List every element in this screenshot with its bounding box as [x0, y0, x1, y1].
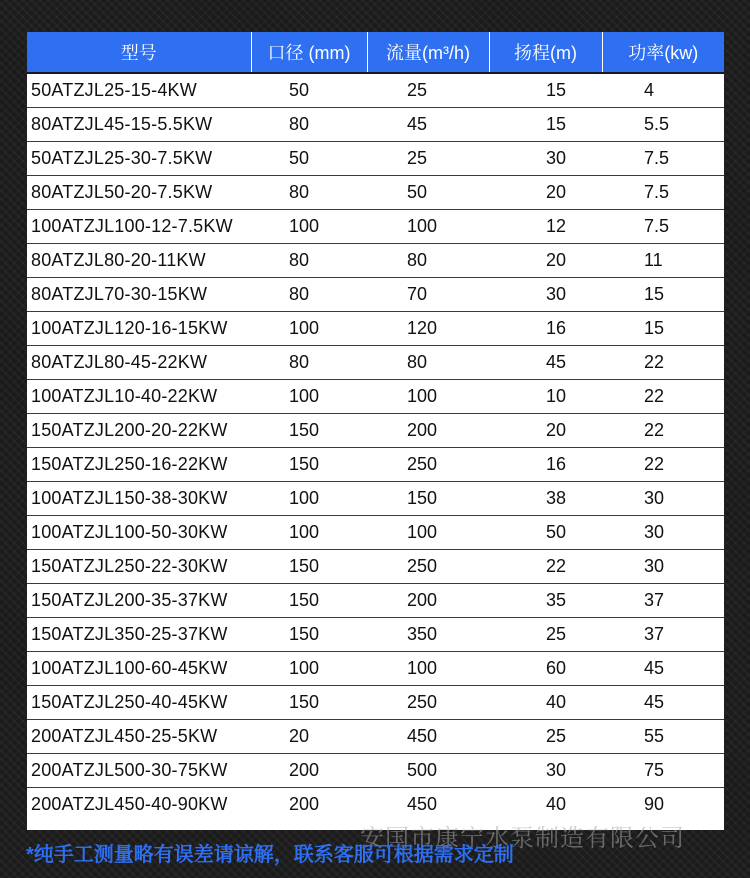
cell-model: 200ATZJL500-30-75KW	[27, 754, 251, 788]
cell-head: 15	[489, 108, 602, 142]
pump-spec-table	[27, 32, 724, 821]
footnote: *纯手工测量略有误差请谅解，联系客服可根据需求定制	[26, 844, 514, 866]
cell-flow: 150	[367, 482, 489, 516]
cell-head: 40	[546, 794, 567, 814]
cell-model: 150ATZJL250-40-45KW	[27, 686, 251, 720]
cell-diameter: 200	[289, 794, 320, 814]
table-row	[27, 720, 724, 754]
cell-head: 15	[489, 73, 602, 108]
cell-model: 200ATZJL450-25-5KW	[27, 720, 251, 754]
cell-flow: 250	[367, 448, 489, 482]
cell-flow: 450	[407, 794, 438, 814]
cell-power: 22	[602, 448, 724, 482]
cell-power: 22	[602, 346, 724, 380]
header-row	[27, 32, 724, 73]
cell-diameter: 150	[251, 686, 367, 720]
cell-flow: 200	[367, 584, 489, 618]
table-row	[27, 380, 724, 414]
cell-flow: 25	[367, 73, 489, 108]
cell-power: 75	[602, 754, 724, 788]
cell-power: 45	[602, 686, 724, 720]
cell-diameter: 20	[251, 720, 367, 754]
cell-model: 150ATZJL350-25-37KW	[27, 618, 251, 652]
cell-power: 5.5	[602, 108, 724, 142]
cell-power: 30	[602, 550, 724, 584]
cell-power: 30	[602, 482, 724, 516]
cell-head: 16	[489, 448, 602, 482]
table-row	[27, 516, 724, 550]
cell-power: 7.5	[602, 142, 724, 176]
table-row	[27, 176, 724, 210]
table-row	[27, 278, 724, 312]
table-row	[27, 584, 724, 618]
cell-head: 25	[489, 720, 602, 754]
cell-diameter: 50	[251, 73, 367, 108]
cell-model: 100ATZJL100-50-30KW	[27, 516, 251, 550]
cell-flow: 200	[367, 414, 489, 448]
cell-power: 45	[602, 652, 724, 686]
cell-power: 22	[602, 380, 724, 414]
header-model: 型号	[27, 32, 251, 73]
cell-power: 22	[602, 414, 724, 448]
cell-power: 30	[602, 516, 724, 550]
cell-diameter: 80	[251, 346, 367, 380]
cell-diameter: 80	[251, 244, 367, 278]
cell-head: 35	[489, 584, 602, 618]
cell-head: 50	[489, 516, 602, 550]
table-row	[27, 414, 724, 448]
cell-model: 200ATZJL450-40-90KW	[31, 794, 228, 814]
cell-flow: 100	[367, 652, 489, 686]
cell-flow: 450	[367, 720, 489, 754]
cell-diameter: 100	[251, 652, 367, 686]
cell-power: 37	[602, 584, 724, 618]
cell-diameter: 150	[251, 584, 367, 618]
table-row	[27, 108, 724, 142]
table-row	[27, 686, 724, 720]
cell-head: 16	[489, 312, 602, 346]
cell-diameter: 100	[251, 516, 367, 550]
cell-model: 100ATZJL120-16-15KW	[27, 312, 251, 346]
table-row	[27, 788, 724, 822]
cell-head: 20	[489, 176, 602, 210]
cell-head: 20	[489, 414, 602, 448]
cell-flow: 80	[367, 244, 489, 278]
cell-model: 150ATZJL200-35-37KW	[27, 584, 251, 618]
cell-model: 50ATZJL25-30-7.5KW	[27, 142, 251, 176]
header-diameter: 口径 (mm)	[251, 32, 367, 73]
cell-head: 12	[489, 210, 602, 244]
table-header	[27, 32, 724, 73]
cell-power: 90	[644, 794, 665, 814]
cell-power: 37	[602, 618, 724, 652]
table-body	[27, 73, 724, 821]
cell-diameter: 200	[251, 754, 367, 788]
cell-head: 22	[489, 550, 602, 584]
cell-diameter: 50	[251, 142, 367, 176]
cell-power: 7.5	[602, 210, 724, 244]
cell-diameter: 80	[251, 176, 367, 210]
cell-head: 25	[489, 618, 602, 652]
table-row	[27, 550, 724, 584]
cell-model: 100ATZJL10-40-22KW	[27, 380, 251, 414]
cell-power: 55	[602, 720, 724, 754]
table-row	[27, 73, 724, 108]
cell-head: 40	[489, 686, 602, 720]
cell-flow: 25	[367, 142, 489, 176]
spec-table-container	[27, 32, 724, 830]
table-row	[27, 210, 724, 244]
cell-power: 4	[602, 73, 724, 108]
cell-model: 50ATZJL25-15-4KW	[27, 73, 251, 108]
cell-diameter: 100	[251, 210, 367, 244]
cell-head: 30	[489, 754, 602, 788]
table-row	[27, 754, 724, 788]
cell-flow: 350	[367, 618, 489, 652]
cell-head: 10	[489, 380, 602, 414]
cell-power: 15	[602, 312, 724, 346]
cell-model: 150ATZJL250-22-30KW	[27, 550, 251, 584]
header-flow: 流量(m³/h)	[367, 32, 489, 73]
table-row	[27, 448, 724, 482]
cell-diameter: 100	[251, 380, 367, 414]
header-head: 扬程(m)	[489, 32, 602, 73]
cell-head: 30	[489, 278, 602, 312]
cell-head: 45	[489, 346, 602, 380]
cell-flow: 250	[367, 686, 489, 720]
cell-model: 150ATZJL250-16-22KW	[27, 448, 251, 482]
cell-diameter: 150	[251, 550, 367, 584]
cell-flow: 100	[367, 516, 489, 550]
cell-model: 150ATZJL200-20-22KW	[27, 414, 251, 448]
cell-diameter: 80	[251, 108, 367, 142]
cell-diameter: 80	[251, 278, 367, 312]
header-power: 功率(kw)	[602, 32, 724, 73]
cell-flow: 50	[367, 176, 489, 210]
cell-flow: 120	[367, 312, 489, 346]
cell-flow: 70	[367, 278, 489, 312]
company-watermark: 安国市康宁水泵制造有限公司	[360, 825, 685, 852]
cell-flow: 500	[367, 754, 489, 788]
cell-model: 80ATZJL50-20-7.5KW	[27, 176, 251, 210]
table-row	[27, 618, 724, 652]
cell-power: 15	[602, 278, 724, 312]
table-row	[27, 312, 724, 346]
cell-model: 80ATZJL70-30-15KW	[27, 278, 251, 312]
cell-power: 11	[602, 244, 724, 278]
table-row	[27, 482, 724, 516]
cell-flow: 100	[367, 210, 489, 244]
table-row	[27, 346, 724, 380]
cell-flow: 100	[367, 380, 489, 414]
cell-diameter: 150	[251, 618, 367, 652]
table-row	[27, 652, 724, 686]
cell-model: 80ATZJL80-45-22KW	[27, 346, 251, 380]
cell-diameter: 150	[251, 448, 367, 482]
cell-head: 38	[489, 482, 602, 516]
cell-model: 100ATZJL100-60-45KW	[27, 652, 251, 686]
cell-model: 80ATZJL80-20-11KW	[27, 244, 251, 278]
cell-diameter: 150	[251, 414, 367, 448]
cell-head: 60	[489, 652, 602, 686]
table-row	[27, 142, 724, 176]
cell-head: 30	[489, 142, 602, 176]
cell-flow: 250	[367, 550, 489, 584]
cell-diameter: 100	[251, 312, 367, 346]
cell-model: 100ATZJL100-12-7.5KW	[27, 210, 251, 244]
cell-power: 7.5	[602, 176, 724, 210]
cell-flow: 80	[367, 346, 489, 380]
cell-model: 100ATZJL150-38-30KW	[27, 482, 251, 516]
cell-flow: 45	[367, 108, 489, 142]
table-row	[27, 244, 724, 278]
cell-head: 20	[489, 244, 602, 278]
cell-diameter: 100	[251, 482, 367, 516]
cell-model: 80ATZJL45-15-5.5KW	[27, 108, 251, 142]
